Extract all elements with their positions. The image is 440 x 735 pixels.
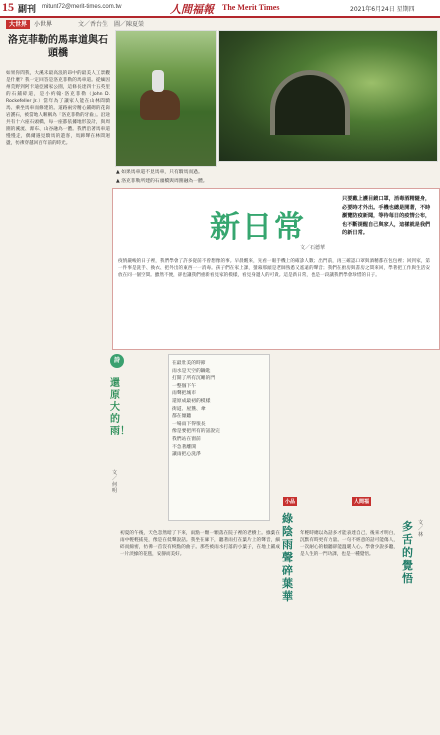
article4-title: 綠陰雨聲碎葉華: [282, 512, 293, 603]
article1-byline: 文／香台生 圖／陳夏榮: [78, 21, 145, 28]
poem-badge: 詩: [110, 354, 124, 368]
horse-shape: [140, 90, 180, 120]
page-number: 15: [2, 0, 14, 14]
article5-title: 多舌的覺悟: [402, 520, 413, 585]
article2-lead: 只要戴上護目鏡口罩，消毒酒精隨身，必要時才外出。手機也總是開著，不時瀏覽防疫新聞，等待每日的疫情公布，也不斷提醒自己與家人，這樣就是我們的新日常。: [342, 196, 431, 236]
article4-body: 初夏的午後，天色忽然暗了下來，雨點一顆一顆落在院子裡的老樹上。綠葉在雨中輕輕搖晃，像是在低聲說話。我坐在廊下，聽著雨打在葉片上的聲音，細碎而綿密，彷彿一首沒有終點的曲子。那些被雨水打落的小葉子，在地上鋪成一片淡綠的花毯，安靜而美好。: [120, 531, 280, 557]
newspaper-logo: 人間福報: [170, 3, 214, 16]
article2-author: 文／石德華: [300, 245, 326, 251]
article2-title: 新日常: [210, 210, 306, 245]
section-email: mitunt72@merit-times.com.tw: [42, 4, 122, 10]
article2-body: 疫情嚴峻的日子裡，我們學會了許多從前不曾想像的事。早晨醒來，先看一眼手機上的確診人數；出門前，再三確認口罩與酒精都在包包裡；回到家，第一件事是洗手、換衣、把外出的東西一一消毒。孩子們在家上課，螢幕那頭是老師熟悉又遙遠的聲音；我們在廚房與書房之間來回，學著把工作與生活安放在同一個空間。雖然不便，卻也讓我們重新看見家的模樣，看見身邊人的可貴。這是新日常，也是一段讓我們學會珍惜的日子。: [118, 259, 430, 278]
article1-body: 如果你問我，大溪未最高浪的昂中的最美人工景觀是什麼？我一定回答是洛克菲勒的馬車道。從緬因州荒野到阿卡迪亞國家公園，這條長達四十五英里的石鋪碎道，是小約翰·洛克菲勒（John D. Rockefeller Jr.）當年為了讓家人能在山林間騎馬、乘坐馬車而修建的。道路兩旁精心鋪砌的花崗岩護石，被當地人暱稱為「洛克菲勒的牙齒」。沿途共有十六座石頭橋，每一座都依據地形設計，與周圍的溪流、瀑布、山谷融為一體。我們沿著馬車道慢慢走，偶爾遇見騎馬的遊客，馬蹄聲在林間迴盪，彷彿穿越回百年前的時光。: [6, 71, 110, 146]
article3-title: 還原大的雨！: [110, 378, 130, 437]
photo-caption-1: ▲ 如果馬車道不見馬車，只有騎馬而過。: [116, 170, 203, 175]
issue-date: 2021年6月24日 星期四: [350, 6, 415, 13]
article4-badge: 小品: [285, 499, 296, 505]
article5-body: 年輕時總以為話多才能表達自己，後來才明白，沉默有時更有力量。一句不經意的話可能傷人，一次耐心的傾聽卻能溫暖人心。學會少說多聽，是人生的一門功課，也是一種覺悟。: [300, 531, 398, 557]
newspaper-logo-en: The Merit Times: [222, 3, 280, 12]
article3-author: 文／何明: [112, 470, 118, 494]
article5-badge: 人間福: [354, 499, 370, 505]
column-sub: 小世界: [34, 21, 53, 28]
article3-poem: 在最壯美的時節 雨水是天空的鑰匙 打開了所有沉睡的門 一整個下午 雨聲把城市 還原成最初的模樣 街道、屋簷、傘 都在傾聽 一場雨下得很長 像是要把所有的話說完 我們站在窗前 不急著離開 讓雨把心洗淨: [172, 361, 220, 458]
article5-author: 文／林: [418, 520, 424, 538]
article1-title: 洛克菲勒的馬車道與石頭橋: [8, 35, 108, 59]
photo-caption-2: ▲ 洛克菲勒所建的石頭橋與周圍融為一體。: [116, 179, 208, 184]
column-label: 大世界: [6, 20, 30, 29]
rider-shape: [152, 70, 164, 92]
section-name: 副刊: [18, 5, 37, 15]
